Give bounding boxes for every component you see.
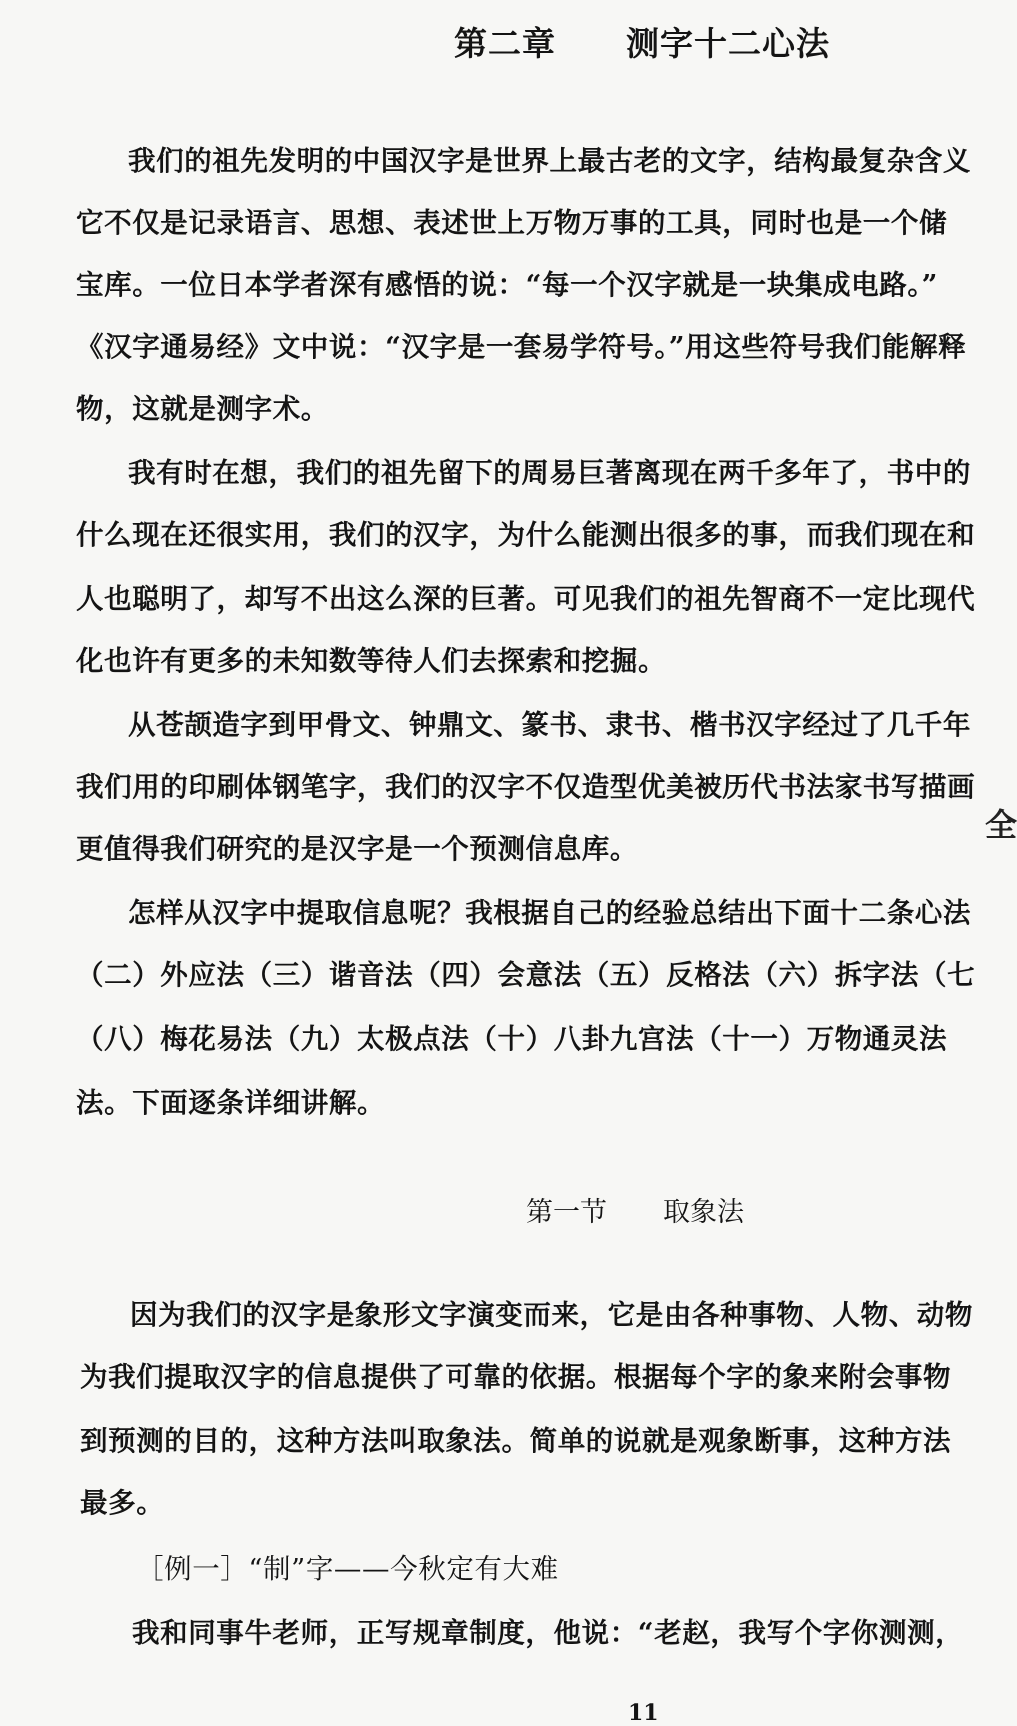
example-line: 我和同事牛老师，正写规章制度，他说：“老赵，我写个字你测测， xyxy=(132,1617,964,1649)
chapter-name: 测字十二心法 xyxy=(626,24,830,63)
paragraph-1-line-3: 宝库。一位日本学者深有感悟的说：“每一个汉字就是一块集成电路。” xyxy=(76,269,939,301)
edge-mark: 全 xyxy=(985,806,1017,844)
section-name: 取象法 xyxy=(663,1197,744,1228)
paragraph-2-line-4: 化也许有更多的未知数等待人们去探索和挖掘。 xyxy=(76,645,667,677)
section-paragraph-line-2: 为我们提取汉字的信息提供了可靠的依据。根据每个字的象来附会事物 xyxy=(80,1361,952,1393)
paragraph-3-line-3: 更值得我们研究的是汉字是一个预测信息库。 xyxy=(76,833,638,865)
chapter-title xyxy=(454,18,830,65)
paragraph-4-line-4: 法。下面逐条详细讲解。 xyxy=(76,1087,386,1119)
paragraph-2-line-3: 人也聪明了，却写不出这么深的巨著。可见我们的祖先智商不一定比现代 xyxy=(76,583,976,615)
paragraph-4-line-1: 怎样从汉字中提取信息呢？我根据自己的经验总结出下面十二条心法 xyxy=(128,897,971,929)
paragraph-1-line-1: 我们的祖先发明的中国汉字是世界上最古老的文字，结构最复杂含义 xyxy=(128,145,971,177)
example-heading: ［例一］“制”字——今秋定有大难 xyxy=(136,1553,559,1585)
paragraph-1-line-5: 物，这就是测字术。 xyxy=(76,393,329,425)
paragraph-3-line-2: 我们用的印刷体钢笔字，我们的汉字不仅造型优美被历代书法家书写描画 xyxy=(76,771,976,803)
section-paragraph-line-4: 最多。 xyxy=(80,1487,165,1519)
paragraph-2-line-1: 我有时在想，我们的祖先留下的周易巨著离现在两千多年了，书中的 xyxy=(128,457,971,489)
paragraph-4-line-3: （八）梅花易法（九）太极点法（十）八卦九宫法（十一）万物通灵法 xyxy=(76,1023,948,1055)
paragraph-3-line-1: 从苍颉造字到甲骨文、钟鼎文、篆书、隶书、楷书汉字经过了几千年 xyxy=(128,709,971,741)
chapter-number: 第二章 xyxy=(454,24,556,63)
paragraph-1-line-4: 《汉字通易经》文中说：“汉字是一套易学符号。”用这些符号我们能解释 xyxy=(76,331,967,363)
page-number: 11 xyxy=(628,1700,659,1726)
paragraph-4-line-2: （二）外应法（三）谐音法（四）会意法（五）反格法（六）拆字法（七 xyxy=(76,959,976,991)
section-paragraph-line-3: 到预测的目的，这种方法叫取象法。简单的说就是观象断事，这种方法 xyxy=(80,1425,952,1457)
section-title xyxy=(526,1190,744,1229)
section-paragraph-line-1: 因为我们的汉字是象形文字演变而来，它是由各种事物、人物、动物 xyxy=(130,1299,973,1331)
paragraph-2-line-2: 什么现在还很实用，我们的汉字，为什么能测出很多的事，而我们现在和 xyxy=(76,519,976,551)
section-number: 第一节 xyxy=(526,1197,607,1228)
paragraph-1-line-2: 它不仅是记录语言、思想、表述世上万物万事的工具，同时也是一个储 xyxy=(76,207,948,239)
